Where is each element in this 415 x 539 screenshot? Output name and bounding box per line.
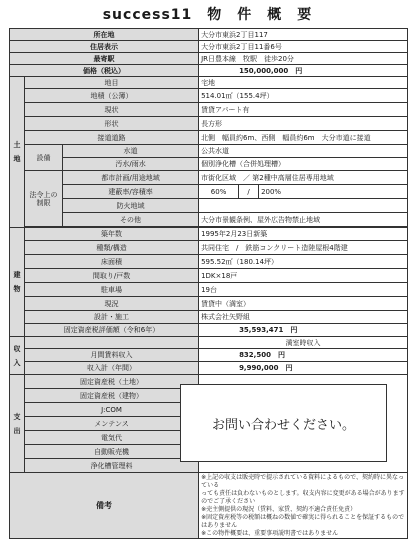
building-tax-row (10, 324, 408, 337)
land-category-label: 地目 (25, 77, 199, 89)
land-other-label: その他 (63, 213, 199, 227)
land-section-text: 土 地 (13, 141, 21, 163)
income-header-spacer (25, 337, 199, 349)
remarks-notes (199, 473, 408, 539)
expense-item-6: 自動販売機 (25, 445, 199, 459)
land-fire-row (10, 199, 408, 213)
land-ratio-label: 建蔽率/容積率 (63, 185, 199, 199)
expense-item-4: メンテンス (25, 417, 199, 431)
building-tax-value: 35,593,471 円 (199, 324, 408, 337)
remarks-note-2: っても責任は負わないものとします。収支内容に変更がある場合がありますのでご了承ください (201, 490, 405, 505)
land-sewage-value: 個別浄化槽（合併処理槽） (199, 158, 408, 171)
station-value: JR日豊本線 牧駅 徒歩20分 (199, 53, 408, 65)
address-label: 所在地 (10, 29, 199, 41)
expense-item-2: 固定資産税（建物） (25, 389, 199, 403)
land-area-value: 514.01㎡（155.4坪） (199, 89, 408, 103)
income-section-text: 収 入 (13, 344, 21, 367)
land-ratio-row (10, 185, 408, 199)
building-design-value: 株式会社矢野組 (199, 311, 408, 324)
land-road-label: 接道道路 (25, 131, 199, 145)
income-annual-row (10, 362, 408, 375)
land-sewage-row (10, 158, 408, 171)
building-section-label (10, 228, 25, 337)
remarks-note-4: ※固定資産税等の税額は概ねの数値で確実に得られることを保証するものではありません (201, 514, 405, 529)
land-sewage-label: 汚水/雨水 (63, 158, 199, 171)
building-built-value: 1995年2月23日新築 (199, 228, 408, 241)
land-status-value: 賃貸アパート有 (199, 103, 408, 117)
land-law-label: 法令上の制限 (25, 171, 63, 227)
building-parking-value: 19台 (199, 283, 408, 297)
land-road-value: 北側 幅員約6m、西側 幅員約6m 大分市道に接道 (199, 131, 408, 145)
remarks-note-3: ※売主側提供の現況（賃料、家賃、契約不適合責任免責） (201, 506, 357, 513)
income-annual-value: 9,990,000 円 (199, 362, 408, 375)
expense-item-7: 浄化槽管理料 (25, 459, 199, 473)
building-floor-value: 595.52㎡（180.14坪） (199, 255, 408, 269)
land-shape-value: 長方形 (199, 117, 408, 131)
income-full-occupancy-header: 満室時収入 (199, 337, 408, 349)
income-header-row (10, 337, 408, 349)
building-status-row (10, 297, 408, 311)
remarks-note-1: ※上記の収支は販売時で提示されている資料によるもので、契約時に異なっている (201, 474, 404, 489)
land-fire-label: 防火地域 (63, 199, 199, 213)
address-row (10, 29, 408, 41)
expense-item-1: 固定資産税（土地） (25, 375, 199, 389)
land-other-value: 大分市景観条例、屋外広告物禁止地域 (199, 213, 408, 227)
building-type-row (10, 241, 408, 255)
land-ratio-slash: / (239, 185, 259, 199)
land-water-label: 水道 (63, 145, 199, 158)
station-row (10, 53, 408, 65)
building-parking-row (10, 283, 408, 297)
land-category-value: 宅地 (199, 77, 408, 89)
land-water-value: 公共水道 (199, 145, 408, 158)
station-label: 最寄駅 (10, 53, 199, 65)
property-overview-table (9, 28, 408, 539)
residence-value: 大分市東浜2丁目11番6号 (199, 41, 408, 53)
land-status-label: 現状 (25, 103, 199, 117)
building-status-value: 賃貸中（満室） (199, 297, 408, 311)
building-layout-value: 1DK×18戸 (199, 269, 408, 283)
land-category-row (10, 77, 408, 89)
residence-label: 住居表示 (10, 41, 199, 53)
building-type-label: 種類/構造 (25, 241, 199, 255)
building-built-label: 築年数 (25, 228, 199, 241)
building-layout-label: 間取り/戸数 (25, 269, 199, 283)
land-fire-value (199, 199, 408, 213)
land-zoning-value: 市街化区域 ／ 第2種中高層住居専用地域 (199, 171, 408, 185)
residence-row (10, 41, 408, 53)
income-monthly-row (10, 349, 408, 362)
land-section-label (10, 77, 25, 228)
land-ratio-floor: 200% (259, 185, 408, 199)
price-value: 150,000,000 円 (199, 65, 408, 77)
page-title: success11 物 件 概 要 (102, 7, 313, 23)
expense-item-5: 電気代 (25, 431, 199, 445)
land-other-row (10, 213, 408, 227)
building-design-row (10, 311, 408, 324)
land-zoning-row (10, 171, 408, 185)
building-floor-row (10, 255, 408, 269)
expense-section-text: 支 出 (13, 412, 21, 435)
remarks-label: 備考 (10, 473, 199, 539)
expense-item-3: J:COM (25, 403, 199, 417)
remarks-row (10, 473, 408, 539)
land-shape-row (10, 117, 408, 131)
land-zoning-label: 都市計画/用途地域 (63, 171, 199, 185)
contact-notice-box (180, 384, 387, 462)
land-status-row (10, 103, 408, 117)
land-ratio-coverage: 60% (199, 185, 239, 199)
price-row (10, 65, 408, 77)
land-area-label: 地積（公簿） (25, 89, 199, 103)
land-area-row (10, 89, 408, 103)
building-tax-label: 固定資産税評価額（令和6年） (25, 324, 199, 337)
land-facilities-label: 設備 (25, 145, 63, 171)
income-annual-label: 収入計（年間） (25, 362, 199, 375)
land-road-row (10, 131, 408, 145)
building-built-row (10, 228, 408, 241)
address-value: 大分市東浜2丁目117 (199, 29, 408, 41)
building-floor-label: 床面積 (25, 255, 199, 269)
building-parking-label: 駐車場 (25, 283, 199, 297)
income-monthly-value: 832,500 円 (199, 349, 408, 362)
income-monthly-label: 月間賃料収入 (25, 349, 199, 362)
building-section-text: 建 物 (13, 271, 21, 293)
building-status-label: 現況 (25, 297, 199, 311)
building-layout-row (10, 269, 408, 283)
land-shape-label: 形状 (25, 117, 199, 131)
contact-notice-text: お問い合わせください。 (211, 417, 355, 433)
income-section-label (10, 337, 25, 375)
land-water-row (10, 145, 408, 158)
building-type-value: 共同住宅 / 鉄筋コンクリート造陸屋根4階建 (199, 241, 408, 255)
expense-section-label (10, 375, 25, 473)
remarks-note-5: ※この物件概要は、重要事項説明書ではありません (201, 530, 339, 537)
building-design-label: 設計・施工 (25, 311, 199, 324)
price-label: 価格（税込） (10, 65, 199, 77)
